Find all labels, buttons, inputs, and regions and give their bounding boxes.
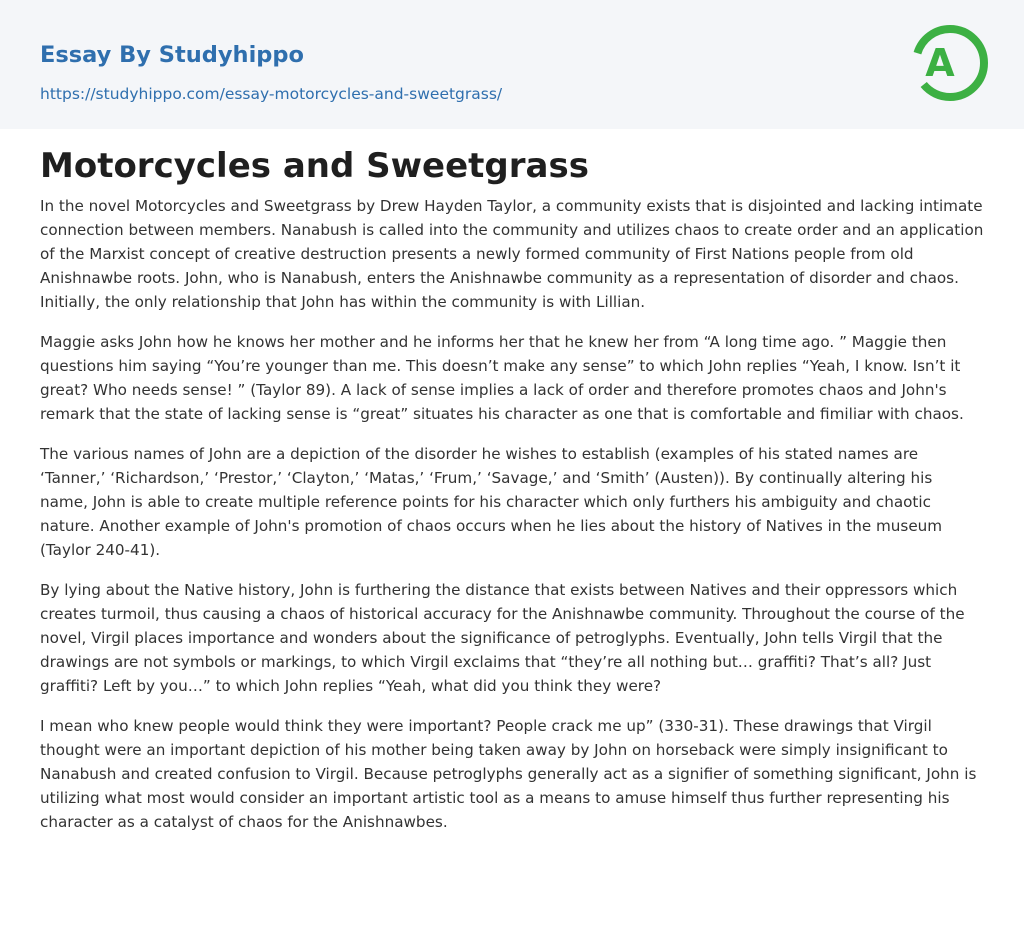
site-brand[interactable]: Essay By Studyhippo	[40, 42, 304, 68]
studyhippo-logo-icon[interactable]	[912, 19, 988, 107]
page-title: Motorcycles and Sweetgrass	[40, 146, 589, 186]
site-header	[0, 0, 1024, 129]
essay-paragraph: The various names of John are a depiction of the disorder he wishes to establish (examples of his stated names are ‘Tanner,’ ‘Richardson,’ ‘Prestor,’ ‘Clayton,’ ‘Matas,’ ‘Frum,’ ‘Savage,’ and ‘Smith’ (Austen)). By continually altering his name, John is able to create multiple reference points for his character which only furthers his ambiguity and chaotic nature. Another example of John's promotion of chaos occurs when he lies about the history of Natives in the museum (Taylor 240-41).	[40, 445, 943, 559]
essay-paragraph: Maggie asks John how he knows her mother and he informs her that he knew her from “A long time ago. ” Maggie then questions him saying “You’re younger than me. This doesn’t make any sense” to which John replies “Yeah, I know. Isn’t it great? Who needs sense! ” (Taylor 89). A lack of sense implies a lack of order and therefore promotes chaos and John's remark that the state of lacking sense is “great” situates his character as one that is comfortable and fimiliar with chaos.	[40, 333, 964, 423]
logo-letter: A	[925, 41, 955, 85]
essay-paragraph: In the novel Motorcycles and Sweetgrass by Drew Hayden Taylor, a community exists that is disjointed and lacking intimate connection between members. Nanabush is called into the community and utilizes chaos to create order and an application of the Marxist concept of creative destruction presents a newly formed community of First Nations people from old Anishnawbe roots. John, who is Nanabush, enters the Anishnawbe community as a representation of disorder and chaos. Initially, the only relationship that John has within the community is with Lillian.	[40, 197, 984, 311]
essay-paragraph: I mean who knew people would think they were important? People crack me up” (330-31). These drawings that Virgil thought were an important depiction of his mother being taken away by John on horseback were simply insignificant to Nanabush and created confusion to Virgil. Because petroglyphs generally act as a signifier of something significant, John is utilizing what most would consider an important artistic tool as a means to amuse himself thus further representing his character as a catalyst of chaos for the Anishnawbes.	[40, 717, 977, 831]
essay-url-link[interactable]: https://studyhippo.com/essay-motorcycles-and-sweetgrass/	[40, 85, 503, 103]
essay-paragraph: By lying about the Native history, John is furthering the distance that exists between Natives and their oppressors which creates turmoil, thus causing a chaos of historical accuracy for the Anishnawbe community. Throughout the course of the novel, Virgil places importance and wonders about the significance of petroglyphs. Eventually, John tells Virgil that the drawings are not symbols or markings, to which Virgil exclaims that “they’re all nothing but… graffiti? That’s all? Just graffiti? Left by you…” to which John replies “Yeah, what did you think they were?	[40, 581, 965, 695]
essay-body	[40, 194, 984, 850]
